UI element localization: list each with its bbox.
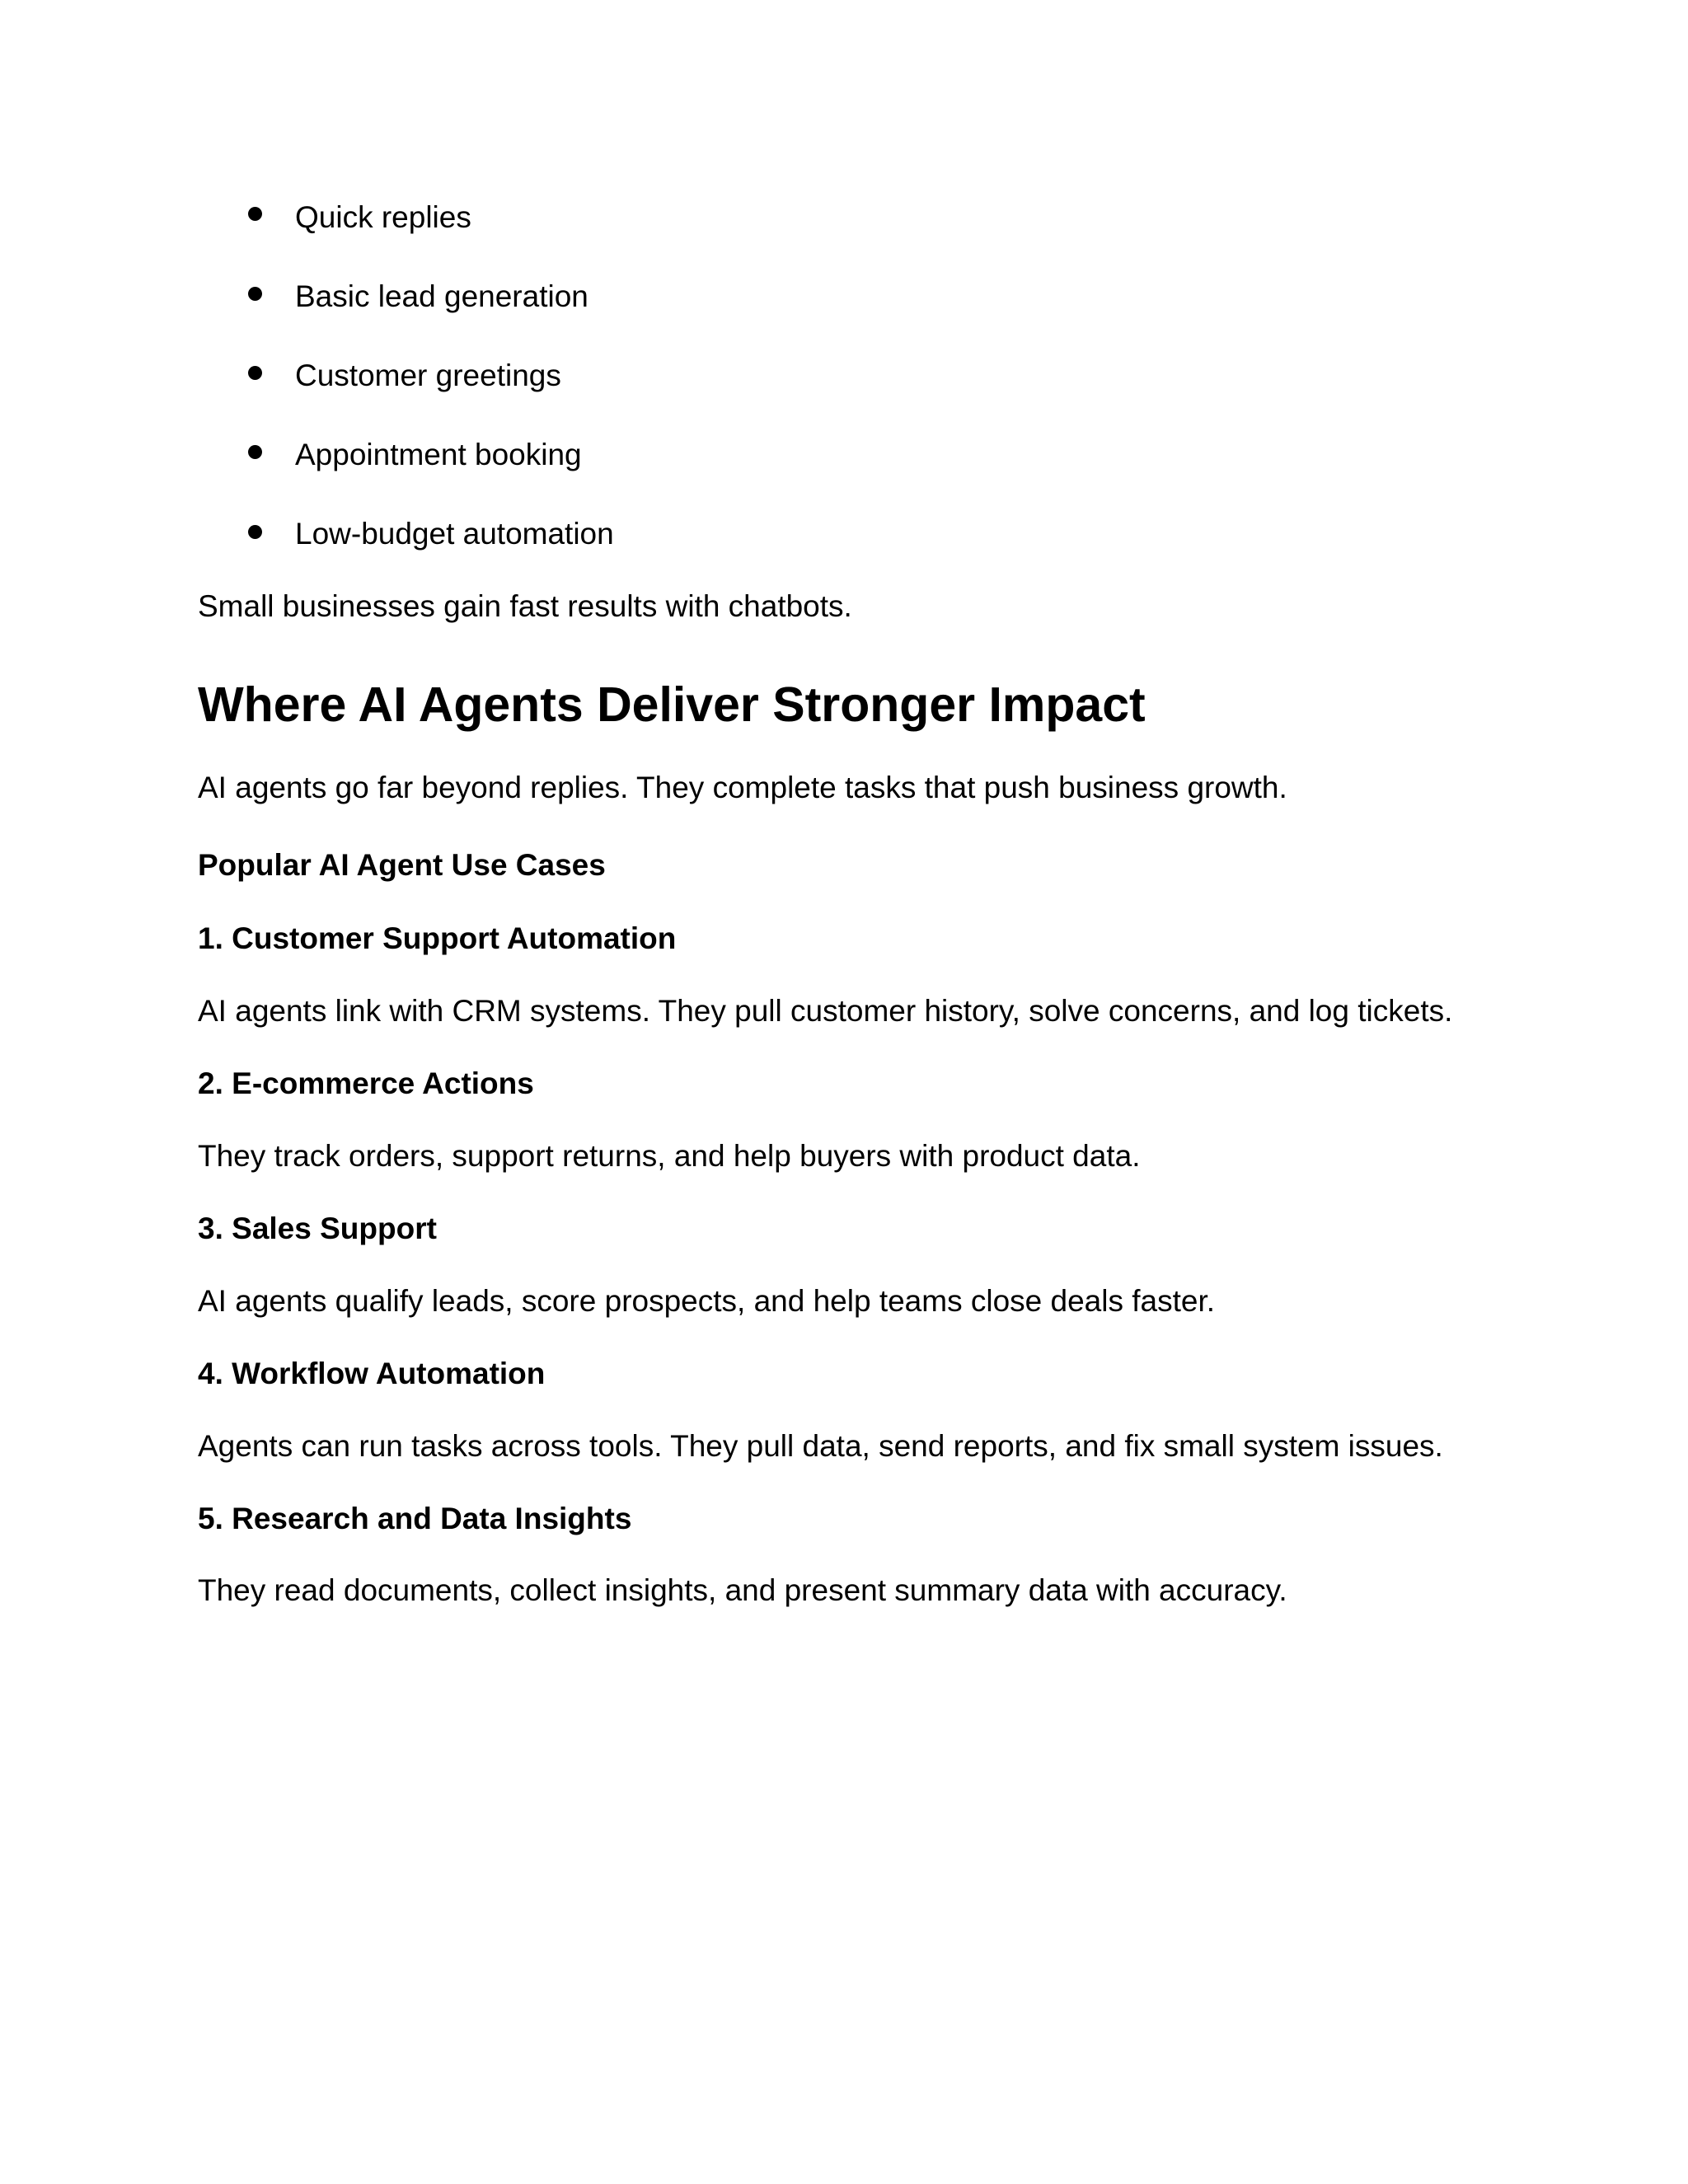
section-intro: AI agents go far beyond replies. They complete tasks that push business growth. bbox=[198, 771, 1287, 804]
bullet-icon bbox=[248, 207, 262, 221]
use-case-title: 4. Workflow Automation bbox=[198, 1357, 546, 1390]
use-case-text: AI agents link with CRM systems. They pull customer history, solve concerns, and log tickets. bbox=[198, 994, 1453, 1028]
use-case-text: AI agents qualify leads, score prospects, and help teams close deals faster. bbox=[198, 1284, 1216, 1318]
use-case-text: Agents can run tasks across tools. They pull data, send reports, and fix small system issues. bbox=[198, 1429, 1443, 1463]
section-heading: Where AI Agents Deliver Stronger Impact bbox=[198, 677, 1146, 732]
use-case-title: 5. Research and Data Insights bbox=[198, 1502, 632, 1535]
use-case-text: They track orders, support returns, and help buyers with product data. bbox=[198, 1139, 1141, 1173]
use-case-title: 1. Customer Support Automation bbox=[198, 921, 677, 955]
bullet-icon bbox=[248, 525, 262, 539]
use-case-title: 2. E-commerce Actions bbox=[198, 1066, 534, 1100]
list-item-text: Customer greetings bbox=[295, 359, 561, 392]
bullet-icon bbox=[248, 287, 262, 301]
bullet-icon bbox=[248, 445, 262, 459]
intro-conclusion: Small businesses gain fast results with chatbots. bbox=[198, 589, 852, 623]
bullet-icon bbox=[248, 366, 262, 380]
list-item-text: Low-budget automation bbox=[295, 517, 614, 551]
use-case-title: 3. Sales Support bbox=[198, 1212, 437, 1245]
list-item-text: Appointment booking bbox=[295, 438, 582, 471]
use-case-text: They read documents, collect insights, and present summary data with accuracy. bbox=[198, 1573, 1287, 1607]
list-item-text: Quick replies bbox=[295, 200, 471, 234]
use-cases-subheading: Popular AI Agent Use Cases bbox=[198, 848, 606, 882]
list-item-text: Basic lead generation bbox=[295, 279, 588, 313]
